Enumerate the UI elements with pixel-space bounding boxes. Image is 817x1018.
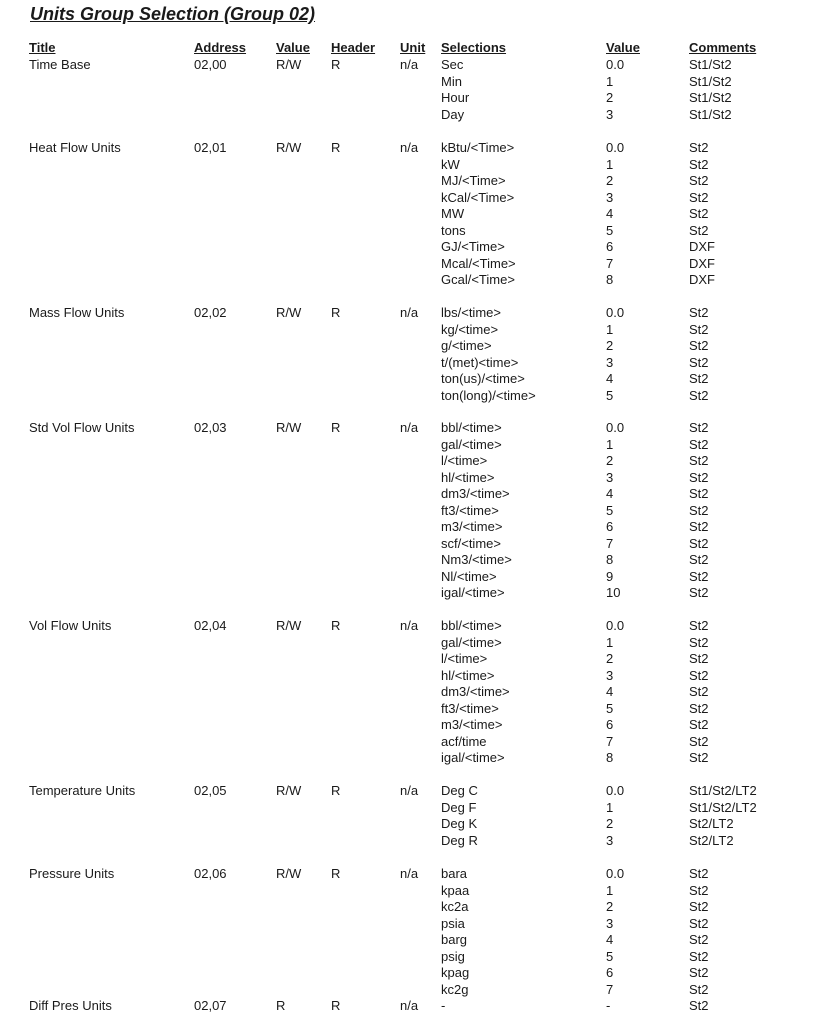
selection-label: acf/time — [441, 733, 487, 749]
param-address: 02,06 — [194, 866, 227, 881]
selection-value: 3 — [606, 189, 614, 205]
selection-comment: St2 — [689, 535, 709, 551]
selection-comment: St2 — [689, 173, 709, 188]
selection-comment: St2 — [689, 469, 709, 485]
param-access: R/W — [276, 866, 302, 881]
selection-label: Gcal/<Time> — [441, 272, 515, 287]
param-unit: n/a — [400, 866, 419, 881]
selection-comment: St2 — [689, 981, 709, 997]
selection-comment: St2 — [689, 948, 709, 964]
selection-comment: St2 — [689, 436, 709, 452]
selection-label: kc2a — [441, 899, 469, 914]
selection-label: Mcal/<Time> — [441, 255, 516, 271]
selection-label: tons — [441, 222, 466, 238]
selection-comment: St2/LT2 — [689, 832, 734, 848]
param-address: 02,04 — [194, 618, 227, 633]
selection-comment: St1/St2/LT2 — [689, 799, 757, 815]
selection-value: 8 — [606, 750, 614, 765]
selection-label: Deg C — [441, 783, 478, 798]
param-unit: n/a — [400, 783, 419, 798]
selection-comment: St2/LT2 — [689, 816, 734, 831]
param-title: Pressure Units — [29, 866, 115, 881]
param-header: R — [331, 420, 341, 435]
param-access: R/W — [276, 305, 302, 320]
selection-comment: St2 — [689, 387, 709, 403]
selection-value: 0.0 — [606, 420, 625, 435]
selection-value: 10 — [606, 585, 621, 600]
selection-label: bara — [441, 866, 468, 881]
param-title: Vol Flow Units — [29, 618, 112, 633]
selection-value: 0.0 — [606, 140, 625, 155]
selection-value: 4 — [606, 932, 614, 947]
selection-comment: St2 — [689, 338, 709, 353]
param-title: Heat Flow Units — [29, 140, 121, 155]
selection-value: 1 — [606, 436, 614, 452]
selection-value: 3 — [606, 667, 614, 683]
selection-comment: St2 — [689, 882, 709, 898]
selection-label: kpaa — [441, 882, 470, 898]
selection-label: dm3/<time> — [441, 486, 510, 501]
selection-comment: St2 — [689, 618, 709, 633]
selection-label: Hour — [441, 90, 470, 105]
selection-label: bbl/<time> — [441, 420, 502, 435]
selection-value: 4 — [606, 684, 614, 699]
selection-label: igal/<time> — [441, 750, 505, 765]
selection-comment: St2 — [689, 717, 709, 732]
selection-label: Deg R — [441, 832, 478, 848]
selection-value: 1 — [606, 156, 614, 172]
selection-label: l/<time> — [441, 453, 488, 468]
selection-label: lbs/<time> — [441, 305, 501, 320]
selection-label: m3/<time> — [441, 717, 503, 732]
selection-comment: St2 — [689, 932, 709, 947]
param-access: R/W — [276, 420, 302, 435]
param-address: 02,05 — [194, 783, 227, 798]
selection-value: 2 — [606, 90, 614, 105]
selection-label: Min — [441, 73, 462, 89]
selection-value: 6 — [606, 519, 614, 534]
selection-label: Nl/<time> — [441, 568, 497, 584]
param-title: Mass Flow Units — [29, 305, 125, 320]
param-header: R — [331, 866, 341, 881]
selection-value: 0.0 — [606, 618, 625, 633]
selection-value: 2 — [606, 899, 614, 914]
selection-label: kBtu/<Time> — [441, 140, 515, 155]
selection-value: 8 — [606, 552, 614, 567]
selection-comment: St1/St2 — [689, 106, 732, 122]
selection-comment: St2 — [689, 206, 709, 221]
selection-comment: St2 — [689, 965, 709, 980]
param-access: R — [276, 998, 286, 1013]
selection-label: psia — [441, 915, 465, 931]
selection-value: 7 — [606, 255, 614, 271]
selection-value: 2 — [606, 816, 614, 831]
selection-label: Deg F — [441, 799, 477, 815]
selection-value: 6 — [606, 717, 614, 732]
selection-comment: St1/St2 — [689, 73, 732, 89]
param-unit: n/a — [400, 618, 419, 633]
selection-label: - — [441, 998, 446, 1013]
selection-value: 2 — [606, 338, 614, 353]
selection-value: 1 — [606, 882, 614, 898]
selection-value: 4 — [606, 206, 614, 221]
col-header-comments: Comments — [689, 40, 757, 55]
selection-label: bbl/<time> — [441, 618, 502, 633]
selection-comment: St2 — [689, 453, 709, 468]
param-access: R/W — [276, 618, 302, 633]
selection-comment: St2 — [689, 222, 709, 238]
selection-label: GJ/<Time> — [441, 239, 505, 254]
selection-label: Sec — [441, 57, 464, 72]
col-header-address: Address — [194, 40, 247, 55]
selection-comment: St2 — [689, 140, 709, 155]
param-header: R — [331, 57, 341, 72]
selection-value: 3 — [606, 354, 614, 370]
param-title: Temperature Units — [29, 783, 136, 798]
param-unit: n/a — [400, 998, 419, 1013]
selection-label: ton(us)/<time> — [441, 371, 525, 386]
selection-comment: St2 — [689, 321, 709, 337]
selection-label: Day — [441, 106, 465, 122]
param-address: 02,02 — [194, 305, 227, 320]
param-header: R — [331, 783, 341, 798]
selection-comment: St2 — [689, 684, 709, 699]
selection-value: 9 — [606, 568, 614, 584]
selection-value: 5 — [606, 222, 614, 238]
selection-label: scf/<time> — [441, 535, 501, 551]
selection-comment: St2 — [689, 651, 709, 666]
param-title: Time Base — [29, 57, 91, 72]
selection-value: 7 — [606, 981, 614, 997]
col-header-header: Header — [331, 40, 376, 55]
selection-value: 3 — [606, 106, 614, 122]
param-access: R/W — [276, 57, 302, 72]
selection-label: ft3/<time> — [441, 502, 499, 518]
param-title: Diff Pres Units — [29, 998, 112, 1013]
selection-value: 8 — [606, 272, 614, 287]
selection-value: 0.0 — [606, 783, 625, 798]
selection-label: barg — [441, 932, 468, 947]
selection-value: 1 — [606, 321, 614, 337]
selection-comment: St2 — [689, 552, 709, 567]
param-unit: n/a — [400, 305, 419, 320]
selection-comment: St2 — [689, 519, 709, 534]
selection-label: kg/<time> — [441, 321, 499, 337]
selection-label: psig — [441, 948, 465, 964]
selection-label: igal/<time> — [441, 585, 505, 600]
selection-comment: St2 — [689, 371, 709, 386]
selection-comment: St2 — [689, 667, 709, 683]
selection-label: g/<time> — [441, 338, 492, 353]
selection-comment: St2 — [689, 915, 709, 931]
param-header: R — [331, 998, 341, 1013]
selection-comment: St2 — [689, 189, 709, 205]
param-title: Std Vol Flow Units — [29, 420, 135, 435]
param-unit: n/a — [400, 420, 419, 435]
selection-comment: St2 — [689, 899, 709, 914]
param-address: 02,07 — [194, 998, 227, 1013]
selection-comment: DXF — [689, 239, 715, 254]
col-header-value: Value — [276, 40, 310, 55]
selection-label: gal/<time> — [441, 634, 502, 650]
selection-comment: St2 — [689, 866, 709, 881]
page-title: Units Group Selection (Group 02) — [30, 4, 316, 24]
selection-comment: St2 — [689, 502, 709, 518]
selection-value: 1 — [606, 634, 614, 650]
selection-label: Deg K — [441, 816, 478, 831]
selection-label: gal/<time> — [441, 436, 502, 452]
selection-comment: St2 — [689, 305, 709, 320]
selection-comment: DXF — [689, 255, 715, 271]
selection-label: dm3/<time> — [441, 684, 510, 699]
selection-value: 6 — [606, 965, 614, 980]
selection-label: hl/<time> — [441, 667, 495, 683]
selection-comment: St2 — [689, 750, 709, 765]
selection-value: 1 — [606, 73, 614, 89]
param-header: R — [331, 140, 341, 155]
selection-label: MW — [441, 206, 465, 221]
selection-comment: DXF — [689, 272, 715, 287]
selection-label: m3/<time> — [441, 519, 503, 534]
selection-value: 2 — [606, 173, 614, 188]
selection-comment: St2 — [689, 634, 709, 650]
selection-value: 6 — [606, 239, 614, 254]
selection-value: 4 — [606, 486, 614, 501]
selection-value: 0.0 — [606, 866, 625, 881]
selection-value: 0.0 — [606, 57, 625, 72]
param-header: R — [331, 618, 341, 633]
selection-comment: St2 — [689, 156, 709, 172]
selection-comment: St1/St2 — [689, 90, 732, 105]
param-header: R — [331, 305, 341, 320]
selection-value: 0.0 — [606, 305, 625, 320]
selection-value: 5 — [606, 948, 614, 964]
selection-value: 5 — [606, 387, 614, 403]
selection-label: MJ/<Time> — [441, 173, 506, 188]
selection-comment: St2 — [689, 486, 709, 501]
selection-value: 3 — [606, 915, 614, 931]
param-unit: n/a — [400, 140, 419, 155]
param-access: R/W — [276, 140, 302, 155]
selection-value: 5 — [606, 502, 614, 518]
selection-comment: St2 — [689, 420, 709, 435]
selection-value: - — [606, 998, 611, 1013]
selection-value: 5 — [606, 700, 614, 716]
selection-value: 2 — [606, 651, 614, 666]
selection-comment: St2 — [689, 568, 709, 584]
selection-label: kpag — [441, 965, 470, 980]
col-header-sel-value: Value — [606, 40, 640, 55]
col-header-selections: Selections — [441, 40, 507, 55]
selection-comment: St2 — [689, 585, 709, 600]
selection-value: 2 — [606, 453, 614, 468]
param-address: 02,03 — [194, 420, 227, 435]
col-header-unit: Unit — [400, 40, 426, 55]
selection-label: ton(long)/<time> — [441, 387, 536, 403]
col-header-title: Title — [29, 40, 56, 55]
selection-value: 3 — [606, 832, 614, 848]
selection-label: kc2g — [441, 981, 469, 997]
selection-label: t/(met)<time> — [441, 354, 519, 370]
selection-comment: St2 — [689, 998, 709, 1013]
param-access: R/W — [276, 783, 302, 798]
selection-value: 7 — [606, 535, 614, 551]
param-address: 02,01 — [194, 140, 227, 155]
selection-value: 7 — [606, 733, 614, 749]
selection-label: l/<time> — [441, 651, 488, 666]
selection-comment: St2 — [689, 733, 709, 749]
selection-label: ft3/<time> — [441, 700, 499, 716]
selection-comment: St1/St2/LT2 — [689, 783, 757, 798]
selection-label: kW — [441, 156, 460, 172]
param-unit: n/a — [400, 57, 419, 72]
selection-label: kCal/<Time> — [441, 189, 515, 205]
selection-label: Nm3/<time> — [441, 552, 512, 567]
selection-comment: St2 — [689, 700, 709, 716]
selection-value: 1 — [606, 799, 614, 815]
selection-comment: St2 — [689, 354, 709, 370]
param-address: 02,00 — [194, 57, 227, 72]
selection-value: 3 — [606, 469, 614, 485]
selection-value: 4 — [606, 371, 614, 386]
selection-label: hl/<time> — [441, 469, 495, 485]
selection-comment: St1/St2 — [689, 57, 732, 72]
